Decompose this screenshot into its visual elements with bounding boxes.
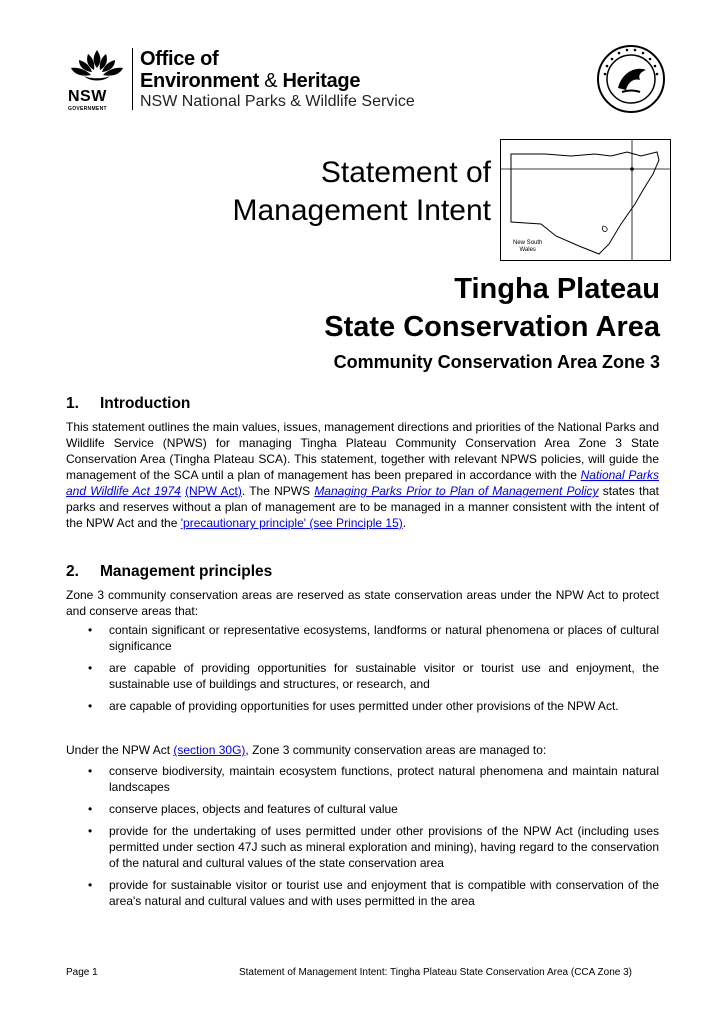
npw-act-link[interactable]: National Parks and Wildlife Act 1974	[66, 468, 659, 498]
list-item: • contain significant or representative ecosystems, landforms or natural phenomena or places of cultural significance	[66, 622, 659, 654]
list-item: • provide for sustainable visitor or tourist use and enjoyment that is compatible with conservation of the area's natural and cultural values and with uses permitted in the area	[66, 877, 659, 909]
nsw-logo-subtext: GOVERNMENT	[68, 106, 107, 112]
map-label	[513, 240, 542, 254]
section-1-text-b: . The NPWS	[241, 484, 315, 498]
section-2-title: Management principles	[100, 563, 273, 580]
under-act-text-b: , Zone 3 community conservation areas are managed to:	[245, 743, 547, 757]
list-item: • conserve biodiversity, maintain ecosystem functions, protect natural phenomena and maintain natural landscapes	[66, 763, 659, 795]
section-2-heading	[66, 562, 272, 582]
section-1-title: Introduction	[100, 395, 191, 412]
npw-act-short-link[interactable]: (NPW Act)	[185, 484, 242, 498]
section-1-text-c: states that parks and reserves without a plan of management are to be managed in a manner consistent with the intent of the NPW Act and the	[66, 484, 660, 530]
managing-parks-policy-link[interactable]: Managing Parks Prior to Plan of Management Policy	[314, 484, 599, 498]
map-label-line-2: Wales	[519, 247, 536, 253]
park-name-line-2: State Conservation Area	[324, 311, 660, 343]
under-act-text-a: Under the NPW Act	[66, 743, 174, 757]
section-1-paragraph	[66, 419, 659, 531]
org-line-2-b: Heritage	[277, 70, 361, 92]
protection-criteria-list	[66, 622, 659, 720]
section-2-intro: Zone 3 community conservation areas are reserved as state conservation areas under the NPW Act to protect and conserve areas that:	[66, 588, 659, 618]
nsw-logo-text: NSW	[68, 88, 107, 105]
section-2-under-act	[66, 742, 659, 758]
npws-seal-icon	[596, 44, 666, 114]
section-2-number: 2.	[66, 563, 79, 580]
waratah-icon	[66, 46, 128, 90]
section-1-text-d: .	[402, 516, 407, 530]
page-header	[66, 40, 666, 120]
list-item: • are capable of providing opportunities for uses permitted under other provisions of the NPW Act.	[66, 698, 659, 714]
org-line-2	[140, 70, 415, 92]
org-line-1: Office of	[140, 48, 219, 70]
park-name-line-1: Tingha Plateau	[454, 273, 660, 305]
map-label-line-1: New South	[513, 240, 543, 246]
section-1-heading	[66, 394, 190, 414]
nsw-government-logo	[66, 46, 128, 112]
park-zone: Community Conservation Area Zone 3	[333, 352, 660, 372]
org-line-2-a: Environment	[140, 70, 265, 92]
document-title	[232, 154, 491, 230]
list-item: • provide for the undertaking of uses permitted under other provisions of the NPW Act (including uses permitted under section 47J such as mineral exploration and mining), having regard to the conservation of the natural and cultural values of the state conservation area	[66, 823, 659, 871]
section-1-text-a: This statement outlines the main values, issues, management directions and priorities of the National Parks and Wildlife Service (NPWS) for managing Tingha Plateau Community Conservation Area Zone 3 State Conservation Area (Tingha Plateau SCA). This statement, together with relevant NPWS policies, will guide the management of the SCA until a plan of management has been prepared in accordance with the	[66, 420, 659, 482]
section-30g-link[interactable]: (section 30G)	[173, 743, 246, 757]
park-name	[324, 270, 660, 346]
title-line-2: Management Intent	[232, 194, 491, 227]
organisation-name	[140, 48, 415, 112]
org-line-2-amp: &	[264, 70, 278, 92]
header-divider	[132, 48, 133, 110]
page-number: Page 1	[66, 967, 98, 978]
title-line-1: Statement of	[320, 156, 491, 189]
org-line-3: NSW National Parks & Wildlife Service	[140, 93, 415, 110]
management-objectives-list	[66, 763, 659, 915]
footer-title: Statement of Management Intent: Tingha Plateau State Conservation Area (CCA Zone 3)	[238, 967, 632, 978]
list-item: • conserve places, objects and features of cultural value	[66, 801, 659, 817]
precautionary-principle-link[interactable]: 'precautionary principle' (see Principle 15)	[180, 516, 403, 530]
section-1-number: 1.	[66, 395, 79, 412]
list-item: • are capable of providing opportunities for sustainable visitor or tourist use and enjoyment, the sustainable use of buildings and structures, or research, and	[66, 660, 659, 692]
nsw-location-map	[500, 139, 671, 261]
